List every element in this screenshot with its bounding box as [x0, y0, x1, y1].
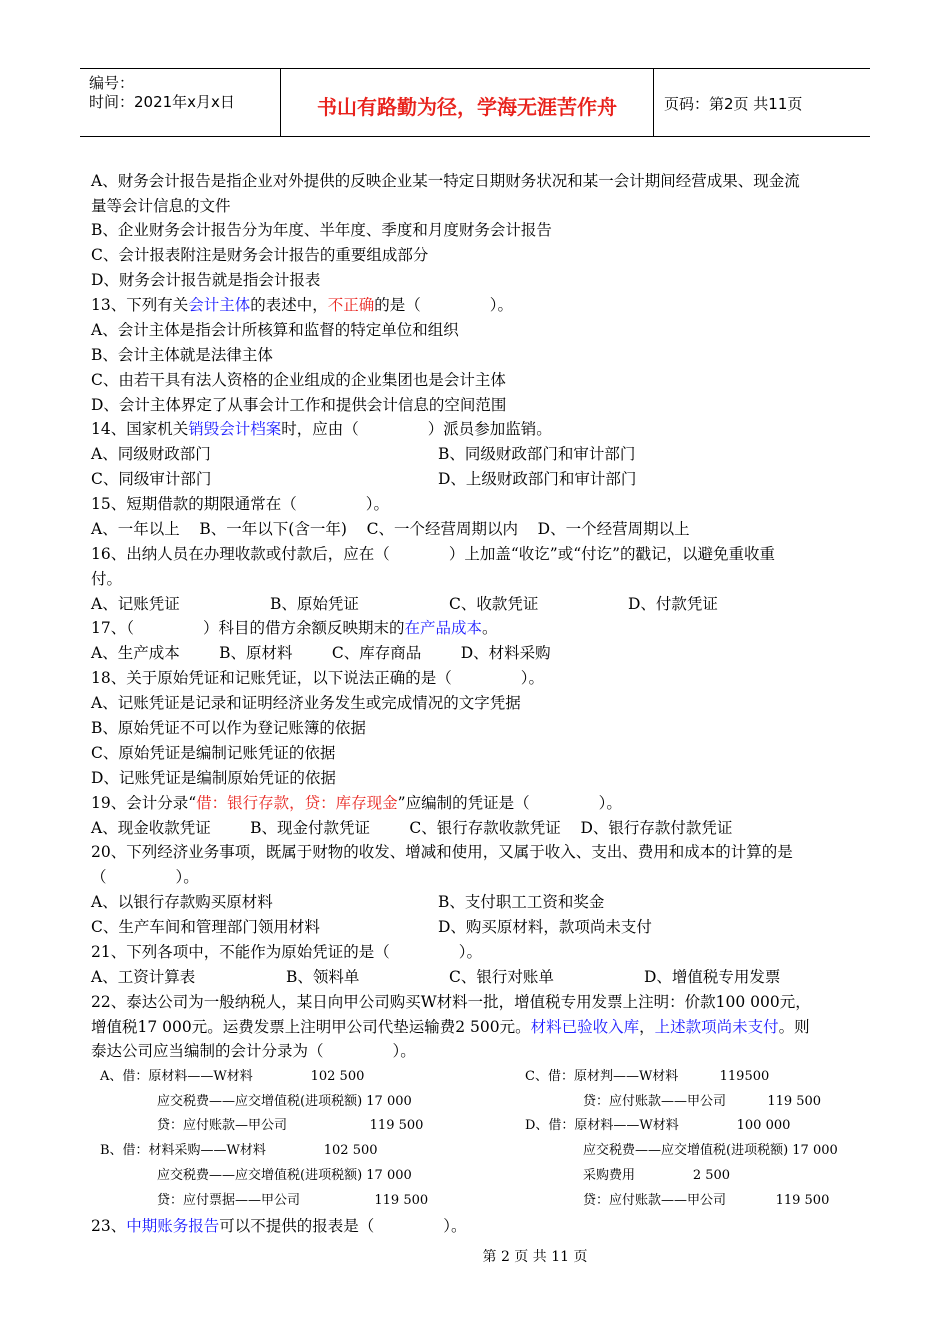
- option-line: C、银行对账单: [449, 968, 554, 986]
- header-page-cell: [654, 69, 870, 136]
- option-line: C、原始凭证是编制记账凭证的依据: [91, 744, 336, 762]
- question-22: 22、泰达公司为一般纳税人，某日向甲公司购买W材料一批，增值税专用发票上注明：价款100 000元，: [91, 993, 811, 1011]
- q17-text: 。: [481, 619, 498, 637]
- option-line: B、领料单: [286, 968, 360, 986]
- motto: 书山有路勤为径，学海无涯苦作舟: [317, 95, 617, 119]
- option-line: A、工资计算表: [91, 968, 196, 986]
- q14-text: 时，应由（ ）派员参加监销。: [281, 420, 552, 438]
- q13-emphasis: 不正确: [327, 296, 375, 314]
- option-line: B、原始凭证不可以作为登记账簿的依据: [91, 719, 366, 737]
- q23-text: 23、: [91, 1217, 127, 1235]
- option-line: C、生产车间和管理部门领用材料: [91, 918, 320, 936]
- journal-entry-line: 贷：应付票据——甲公司 119 500: [157, 1193, 429, 1208]
- option-line: A、记账凭证是记录和证明经济业务发生或完成情况的文字凭据: [91, 694, 521, 712]
- q14-highlight: 销毁会计档案: [188, 420, 282, 438]
- text-line: （ ）。: [91, 868, 199, 886]
- q19-text: 19、会计分录“: [91, 794, 197, 812]
- question-19: [91, 793, 622, 813]
- option-line: D、会计主体界定了从事会计工作和提供会计信息的空间范围: [91, 396, 507, 414]
- time-label: 时间：2021年x月x日: [89, 93, 235, 111]
- question-16: 16、出纳人员在办理收款或付款后，应在（ ）上加盖“收讫”或“付讫”的戳记，以避免重收重: [91, 545, 776, 563]
- header-info-cell: [80, 69, 281, 136]
- q22-text: 。则: [778, 1018, 810, 1036]
- journal-entry-line: 贷：应付账款—甲公司 119 500: [157, 1118, 424, 1133]
- page-number-label: 页码：第2页 共11页: [664, 95, 803, 113]
- option-line: B、原始凭证: [270, 595, 359, 613]
- option-line: B、支付职工工资和奖金: [438, 893, 605, 911]
- text-line: 泰达公司应当编制的会计分录为（ ）。: [91, 1042, 416, 1060]
- option-line: A、会计主体是指会计所核算和监督的特定单位和组织: [91, 321, 459, 339]
- q22-highlight: 材料已验收入库: [530, 1018, 640, 1036]
- text-line: D、财务会计报告就是指会计报表: [91, 271, 321, 289]
- question-23: [91, 1216, 466, 1236]
- page-footer: 第 2 页 共 11 页: [482, 1249, 588, 1265]
- journal-entry-line: 应交税费——应交增值税(进项税额) 17 000: [157, 1094, 412, 1109]
- journal-entry-line: 贷：应付账款——甲公司 119 500: [583, 1193, 830, 1208]
- option-line: A、现金收款凭证 B、现金付款凭证 C、银行存款收款凭证 D、银行存款付款凭证: [91, 819, 733, 837]
- text-line: C、会计报表附注是财务会计报告的重要组成部分: [91, 246, 429, 264]
- journal-entry-line: D、借：原材料——W材料 100 000: [525, 1118, 791, 1133]
- journal-entry-line: C、借：原材判——W材料 119500: [525, 1069, 770, 1084]
- journal-entry-line: B、借：材料采购——W材料 102 500: [100, 1143, 378, 1158]
- option-line: A、记账凭证: [91, 595, 180, 613]
- q19-text: ”应编制的凭证是（ ）。: [397, 794, 622, 812]
- journal-entry-line: 贷：应付账款——甲公司 119 500: [583, 1094, 822, 1109]
- text-line: [91, 1017, 810, 1037]
- q23-highlight: 中期账务报告: [126, 1217, 220, 1235]
- option-line: A、以银行存款购买原材料: [91, 893, 273, 911]
- q13-text: 的是（ ）。: [374, 296, 514, 314]
- text-line: 量等会计信息的文件: [91, 197, 231, 215]
- question-20: 20、下列经济业务事项，既属于财物的收发、增减和使用，又属于收入、支出、费用和成本的计算的是: [91, 843, 793, 861]
- option-line: B、同级财政部门和审计部门: [438, 445, 636, 463]
- question-21: 21、下列各项中，不能作为原始凭证的是（ ）。: [91, 943, 482, 961]
- option-line: D、购买原材料，款项尚未支付: [438, 918, 652, 936]
- option-line: C、收款凭证: [449, 595, 539, 613]
- text-line: B、企业财务会计报告分为年度、半年度、季度和月度财务会计报告: [91, 221, 552, 239]
- q23-text: 可以不提供的报表是（ ）。: [219, 1217, 467, 1235]
- q17-text: 17、（ ）科目的借方余额反映期末的: [91, 619, 405, 637]
- q22-text: ，: [639, 1018, 655, 1036]
- option-line: D、增值税专用发票: [644, 968, 781, 986]
- option-line: B、会计主体就是法律主体: [91, 346, 273, 364]
- question-18: 18、关于原始凭证和记账凭证，以下说法正确的是（ ）。: [91, 669, 544, 687]
- q13-text: 13、下列有关: [91, 296, 189, 314]
- q13-highlight: 会计主体: [188, 296, 251, 314]
- question-14: [91, 419, 552, 439]
- q14-text: 14、国家机关: [91, 420, 189, 438]
- header-motto-cell: [281, 69, 654, 136]
- option-line: D、付款凭证: [628, 595, 718, 613]
- option-line: D、上级财政部门和审计部门: [438, 470, 637, 488]
- option-line: C、由若干具有法人资格的企业组成的企业集团也是会计主体: [91, 371, 506, 389]
- option-line: A、同级财政部门: [91, 445, 211, 463]
- journal-entry-line: 应交税费——应交增值税(进项税额) 17 000: [583, 1143, 838, 1158]
- question-13: [91, 295, 513, 315]
- journal-entry-line: 应交税费——应交增值税(进项税额) 17 000: [157, 1168, 412, 1183]
- question-15: 15、短期借款的期限通常在（ ）。: [91, 495, 389, 513]
- journal-entry-line: A、借：原材料——W材料 102 500: [100, 1069, 365, 1084]
- q19-emphasis: 借：银行存款，贷：库存现金: [196, 794, 398, 812]
- text-line: A、财务会计报告是指企业对外提供的反映企业某一特定日期财务状况和某一会计期间经营成果、现金流: [91, 172, 800, 190]
- journal-entry-line: 采购费用 2 500: [583, 1168, 731, 1183]
- option-line: C、同级审计部门: [91, 470, 212, 488]
- q22-highlight: 上述款项尚未支付: [654, 1018, 779, 1036]
- option-line: D、记账凭证是编制原始凭证的依据: [91, 769, 336, 787]
- text-line: 付。: [91, 570, 123, 588]
- q22-text: 增值税17 000元。运费发票上注明甲公司代垫运输费2 500元。: [91, 1018, 531, 1036]
- number-label: 编号：: [89, 74, 135, 92]
- option-line: A、生产成本 B、原材料 C、库存商品 D、材料采购: [91, 644, 551, 662]
- q13-text: 的表述中，: [250, 296, 328, 314]
- option-line: A、一年以上 B、一年以下(含一年) C、一个经营周期以内 D、一个经营周期以上: [91, 520, 690, 538]
- page-header: [80, 68, 870, 137]
- question-17: [91, 618, 497, 638]
- q17-highlight: 在产品成本: [404, 619, 482, 637]
